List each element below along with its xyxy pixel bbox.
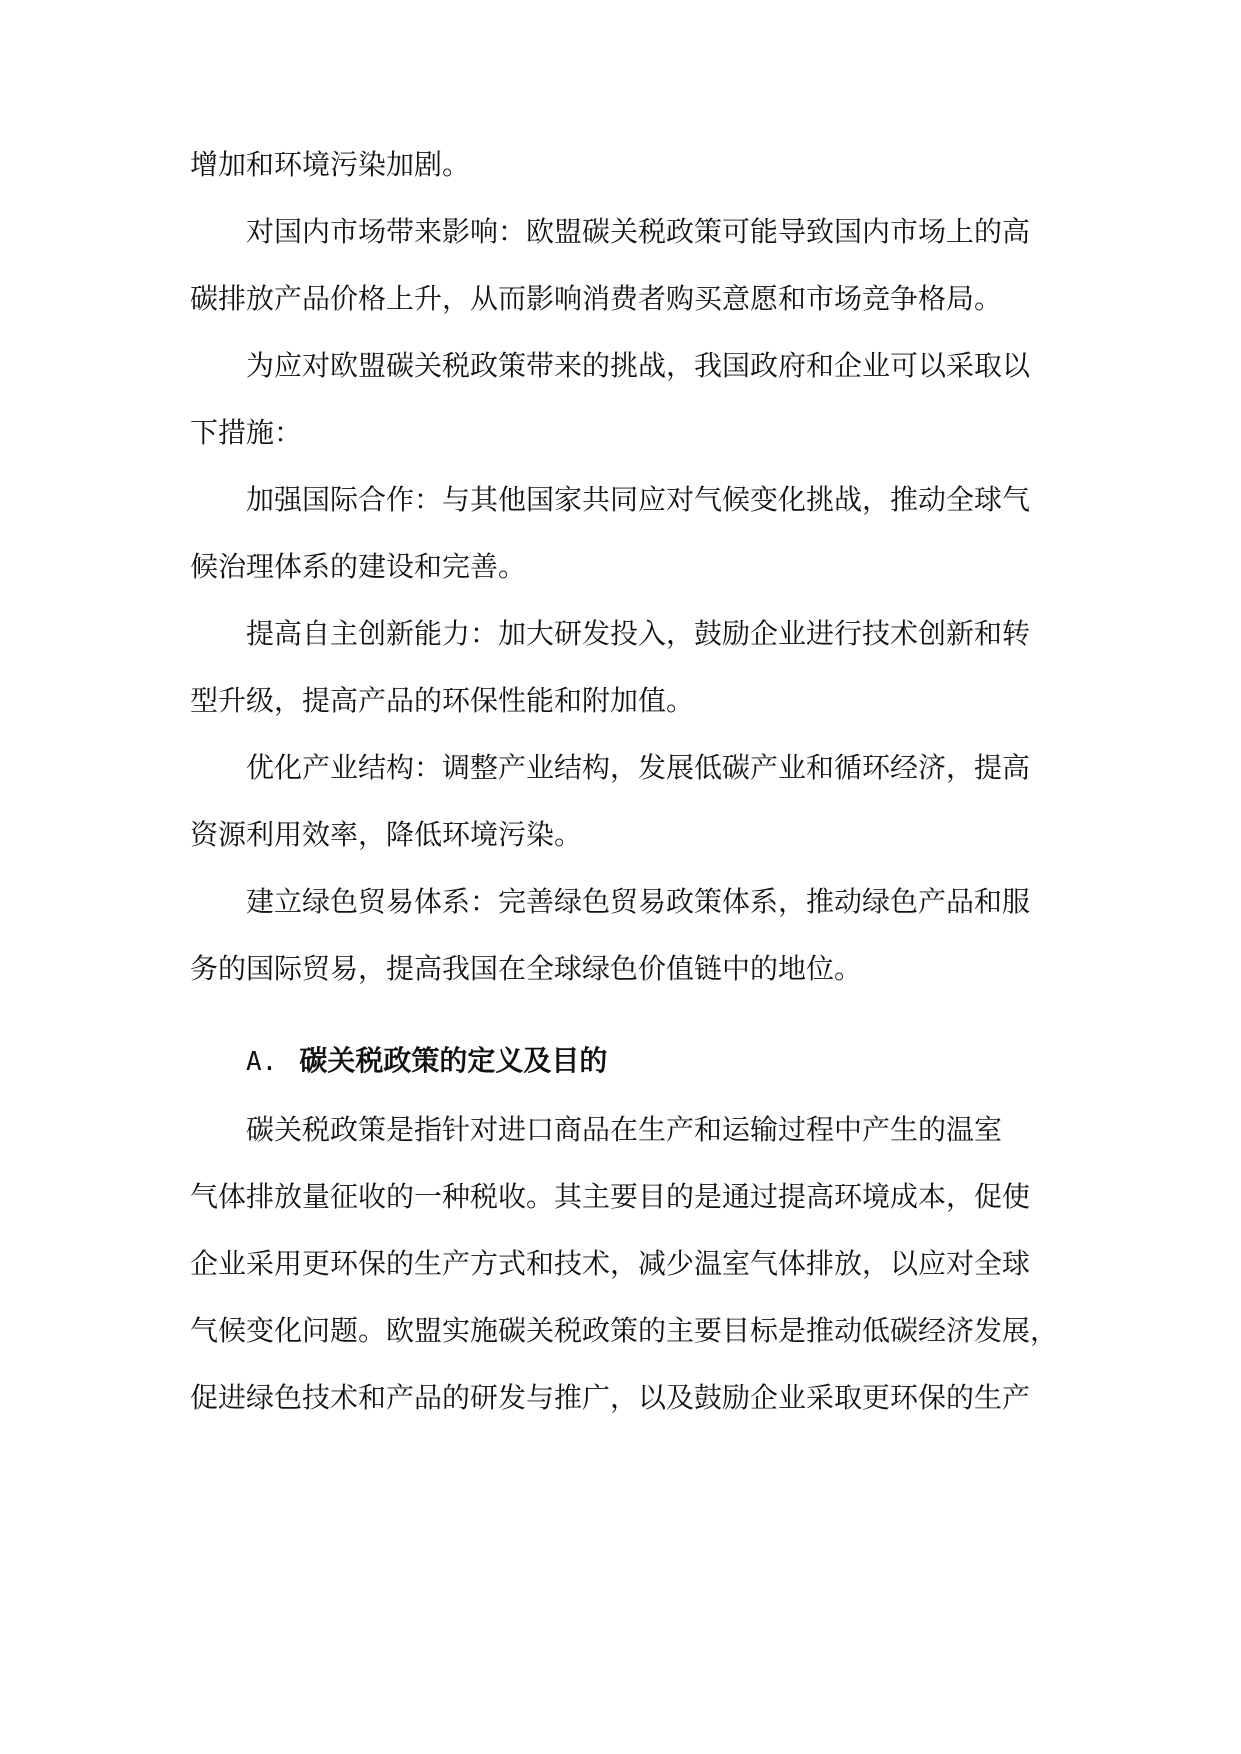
paragraph-line: 碳排放产品价格上升，从而影响消费者购买意愿和市场竞争格局。	[190, 282, 1003, 315]
paragraph-line: 气候变化问题。欧盟实施碳关税政策的主要目标是推动低碳经济发展，	[190, 1314, 1059, 1347]
paragraph-line: 增加和环境污染加剧。	[190, 148, 471, 181]
paragraph-line: 建立绿色贸易体系：完善绿色贸易政策体系，推动绿色产品和服	[246, 885, 1031, 918]
paragraph-line: 务的国际贸易，提高我国在全球绿色价值链中的地位。	[190, 952, 863, 985]
paragraph-line: 碳关税政策是指针对进口商品在生产和运输过程中产生的温室	[246, 1113, 1003, 1146]
paragraph-line: 型升级，提高产品的环保性能和附加值。	[190, 684, 695, 717]
paragraph-line: 对国内市场带来影响：欧盟碳关税政策可能导致国内市场上的高	[246, 215, 1031, 248]
section-title: 碳关税政策的定义及目的	[299, 1044, 608, 1077]
paragraph-line: 优化产业结构：调整产业结构，发展低碳产业和循环经济，提高	[246, 751, 1031, 784]
paragraph-line: 下措施：	[190, 416, 303, 449]
section-marker: A.	[246, 1047, 278, 1077]
paragraph-line: 资源利用效率，降低环境污染。	[190, 818, 583, 851]
paragraph-line: 候治理体系的建设和完善。	[190, 550, 527, 583]
section-heading	[246, 1036, 607, 1086]
paragraph-line: 提高自主创新能力：加大研发投入，鼓励企业进行技术创新和转	[246, 617, 1031, 650]
paragraph-line: 气体排放量征收的一种税收。其主要目的是通过提高环境成本，促使	[190, 1180, 1031, 1213]
paragraph-line: 促进绿色技术和产品的研发与推广，以及鼓励企业采取更环保的生产	[190, 1381, 1031, 1414]
paragraph-line: 企业采用更环保的生产方式和技术，减少温室气体排放，以应对全球	[190, 1247, 1031, 1280]
paragraph-line: 加强国际合作：与其他国家共同应对气候变化挑战，推动全球气	[246, 483, 1031, 516]
paragraph-line: 为应对欧盟碳关税政策带来的挑战，我国政府和企业可以采取以	[246, 349, 1031, 382]
